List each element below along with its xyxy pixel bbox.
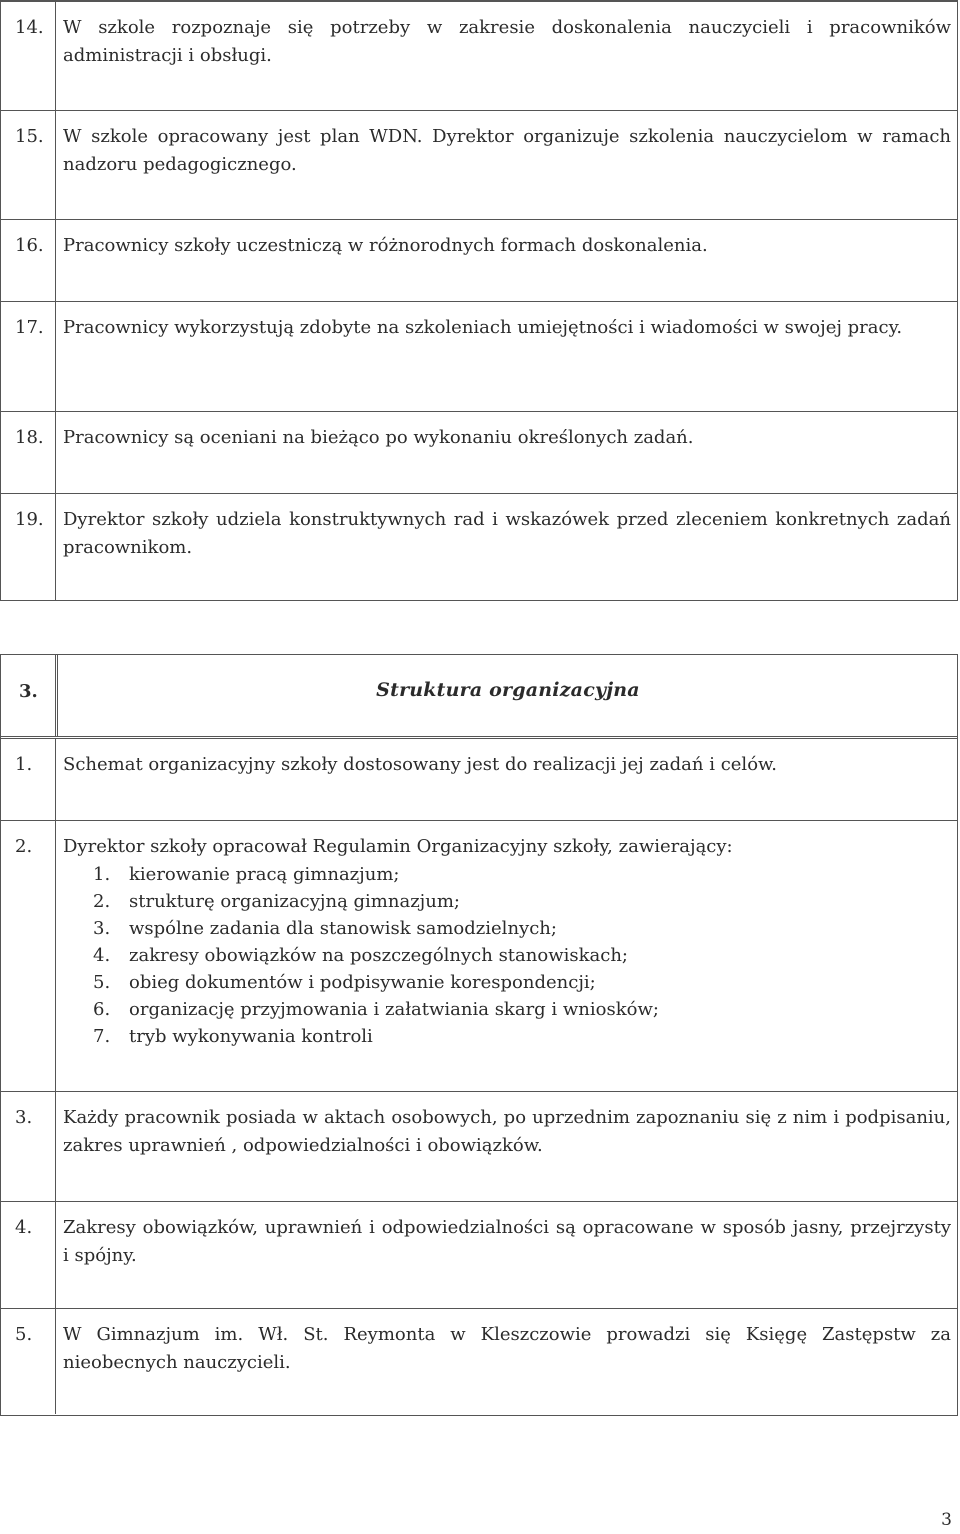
- table-row: [1, 739, 957, 820]
- row-number: 2.: [15, 836, 33, 857]
- table-organization: [0, 654, 958, 1416]
- row-text: Pracownicy wykorzystują zdobyte na szkoleniach umiejętności i wiadomości w swojej pracy.: [63, 317, 903, 338]
- list-item: 6. organizację przyjmowania i załatwiania skarg i wniosków;: [93, 999, 659, 1020]
- row-text: W szkole opracowany jest plan WDN. Dyrektor organizuje szkolenia nauczycielom w ramach nadzoru pedagogicznego.: [63, 126, 951, 175]
- regulation-list: [63, 861, 951, 1050]
- table-row: [1, 820, 957, 1091]
- table-row: [1, 1091, 957, 1201]
- row-number: 14.: [15, 17, 44, 38]
- table-row: [1, 219, 957, 301]
- section-header: [1, 655, 957, 739]
- list-item: 1. kierowanie pracą gimnazjum;: [93, 864, 400, 885]
- row-text: Pracownicy są oceniani na bieżąco po wykonaniu określonych zadań.: [63, 427, 694, 448]
- section-number: 3.: [19, 681, 38, 702]
- row-text: W szkole rozpoznaje się potrzeby w zakresie doskonalenia nauczycieli i pracowników administracji i obsługi.: [63, 17, 951, 66]
- page-number: 3: [941, 1510, 952, 1530]
- list-item: 5. obieg dokumentów i podpisywanie korespondencji;: [93, 972, 596, 993]
- row-text: W Gimnazjum im. Wł. St. Reymonta w Kleszczowie prowadzi się Księgę Zastępstw za nieobecnych nauczycieli.: [63, 1324, 951, 1373]
- table-row: [1, 1308, 957, 1414]
- row-text: Schemat organizacyjny szkoły dostosowany jest do realizacji jej zadań i celów.: [63, 754, 778, 775]
- list-item: 3. wspólne zadania dla stanowisk samodzielnych;: [93, 918, 557, 939]
- row-number: 16.: [15, 235, 44, 256]
- table-row: [1, 1201, 957, 1308]
- row-number: 17.: [15, 317, 44, 338]
- table-row: [1, 493, 957, 600]
- table-training: [0, 0, 958, 601]
- list-item: 2. strukturę organizacyjną gimnazjum;: [93, 891, 460, 912]
- table-row: [1, 301, 957, 411]
- row-number: 3.: [15, 1107, 33, 1128]
- row-number: 18.: [15, 427, 44, 448]
- row-text: Dyrektor szkoły opracował Regulamin Organizacyjny szkoły, zawierający:: [63, 836, 733, 857]
- row-number: 19.: [15, 509, 44, 530]
- column-divider: [55, 655, 58, 736]
- table-row: [1, 110, 957, 219]
- section-title: Struktura organizacyjna: [376, 679, 640, 701]
- list-item: 7. tryb wykonywania kontroli: [93, 1026, 373, 1047]
- row-text: Dyrektor szkoły udziela konstruktywnych rad i wskazówek przed zleceniem konkretnych zadań pracownikom.: [63, 509, 951, 558]
- list-item: 4. zakresy obowiązków na poszczególnych stanowiskach;: [93, 945, 628, 966]
- row-text: Pracownicy szkoły uczestniczą w różnorodnych formach doskonalenia.: [63, 235, 708, 256]
- row-number: 1.: [15, 754, 33, 775]
- table-row: [1, 1, 957, 110]
- table-row: [1, 411, 957, 493]
- row-text: Każdy pracownik posiada w aktach osobowych, po uprzednim zapoznaniu się z nim i podpisaniu, zakres uprawnień , odpowiedzialności i obowiązków.: [63, 1107, 951, 1156]
- row-number: 5.: [15, 1324, 33, 1345]
- row-number: 4.: [15, 1217, 33, 1238]
- row-number: 15.: [15, 126, 44, 147]
- row-text: Zakresy obowiązków, uprawnień i odpowiedzialności są opracowane w sposób jasny, przejrzysty i spójny.: [63, 1217, 951, 1266]
